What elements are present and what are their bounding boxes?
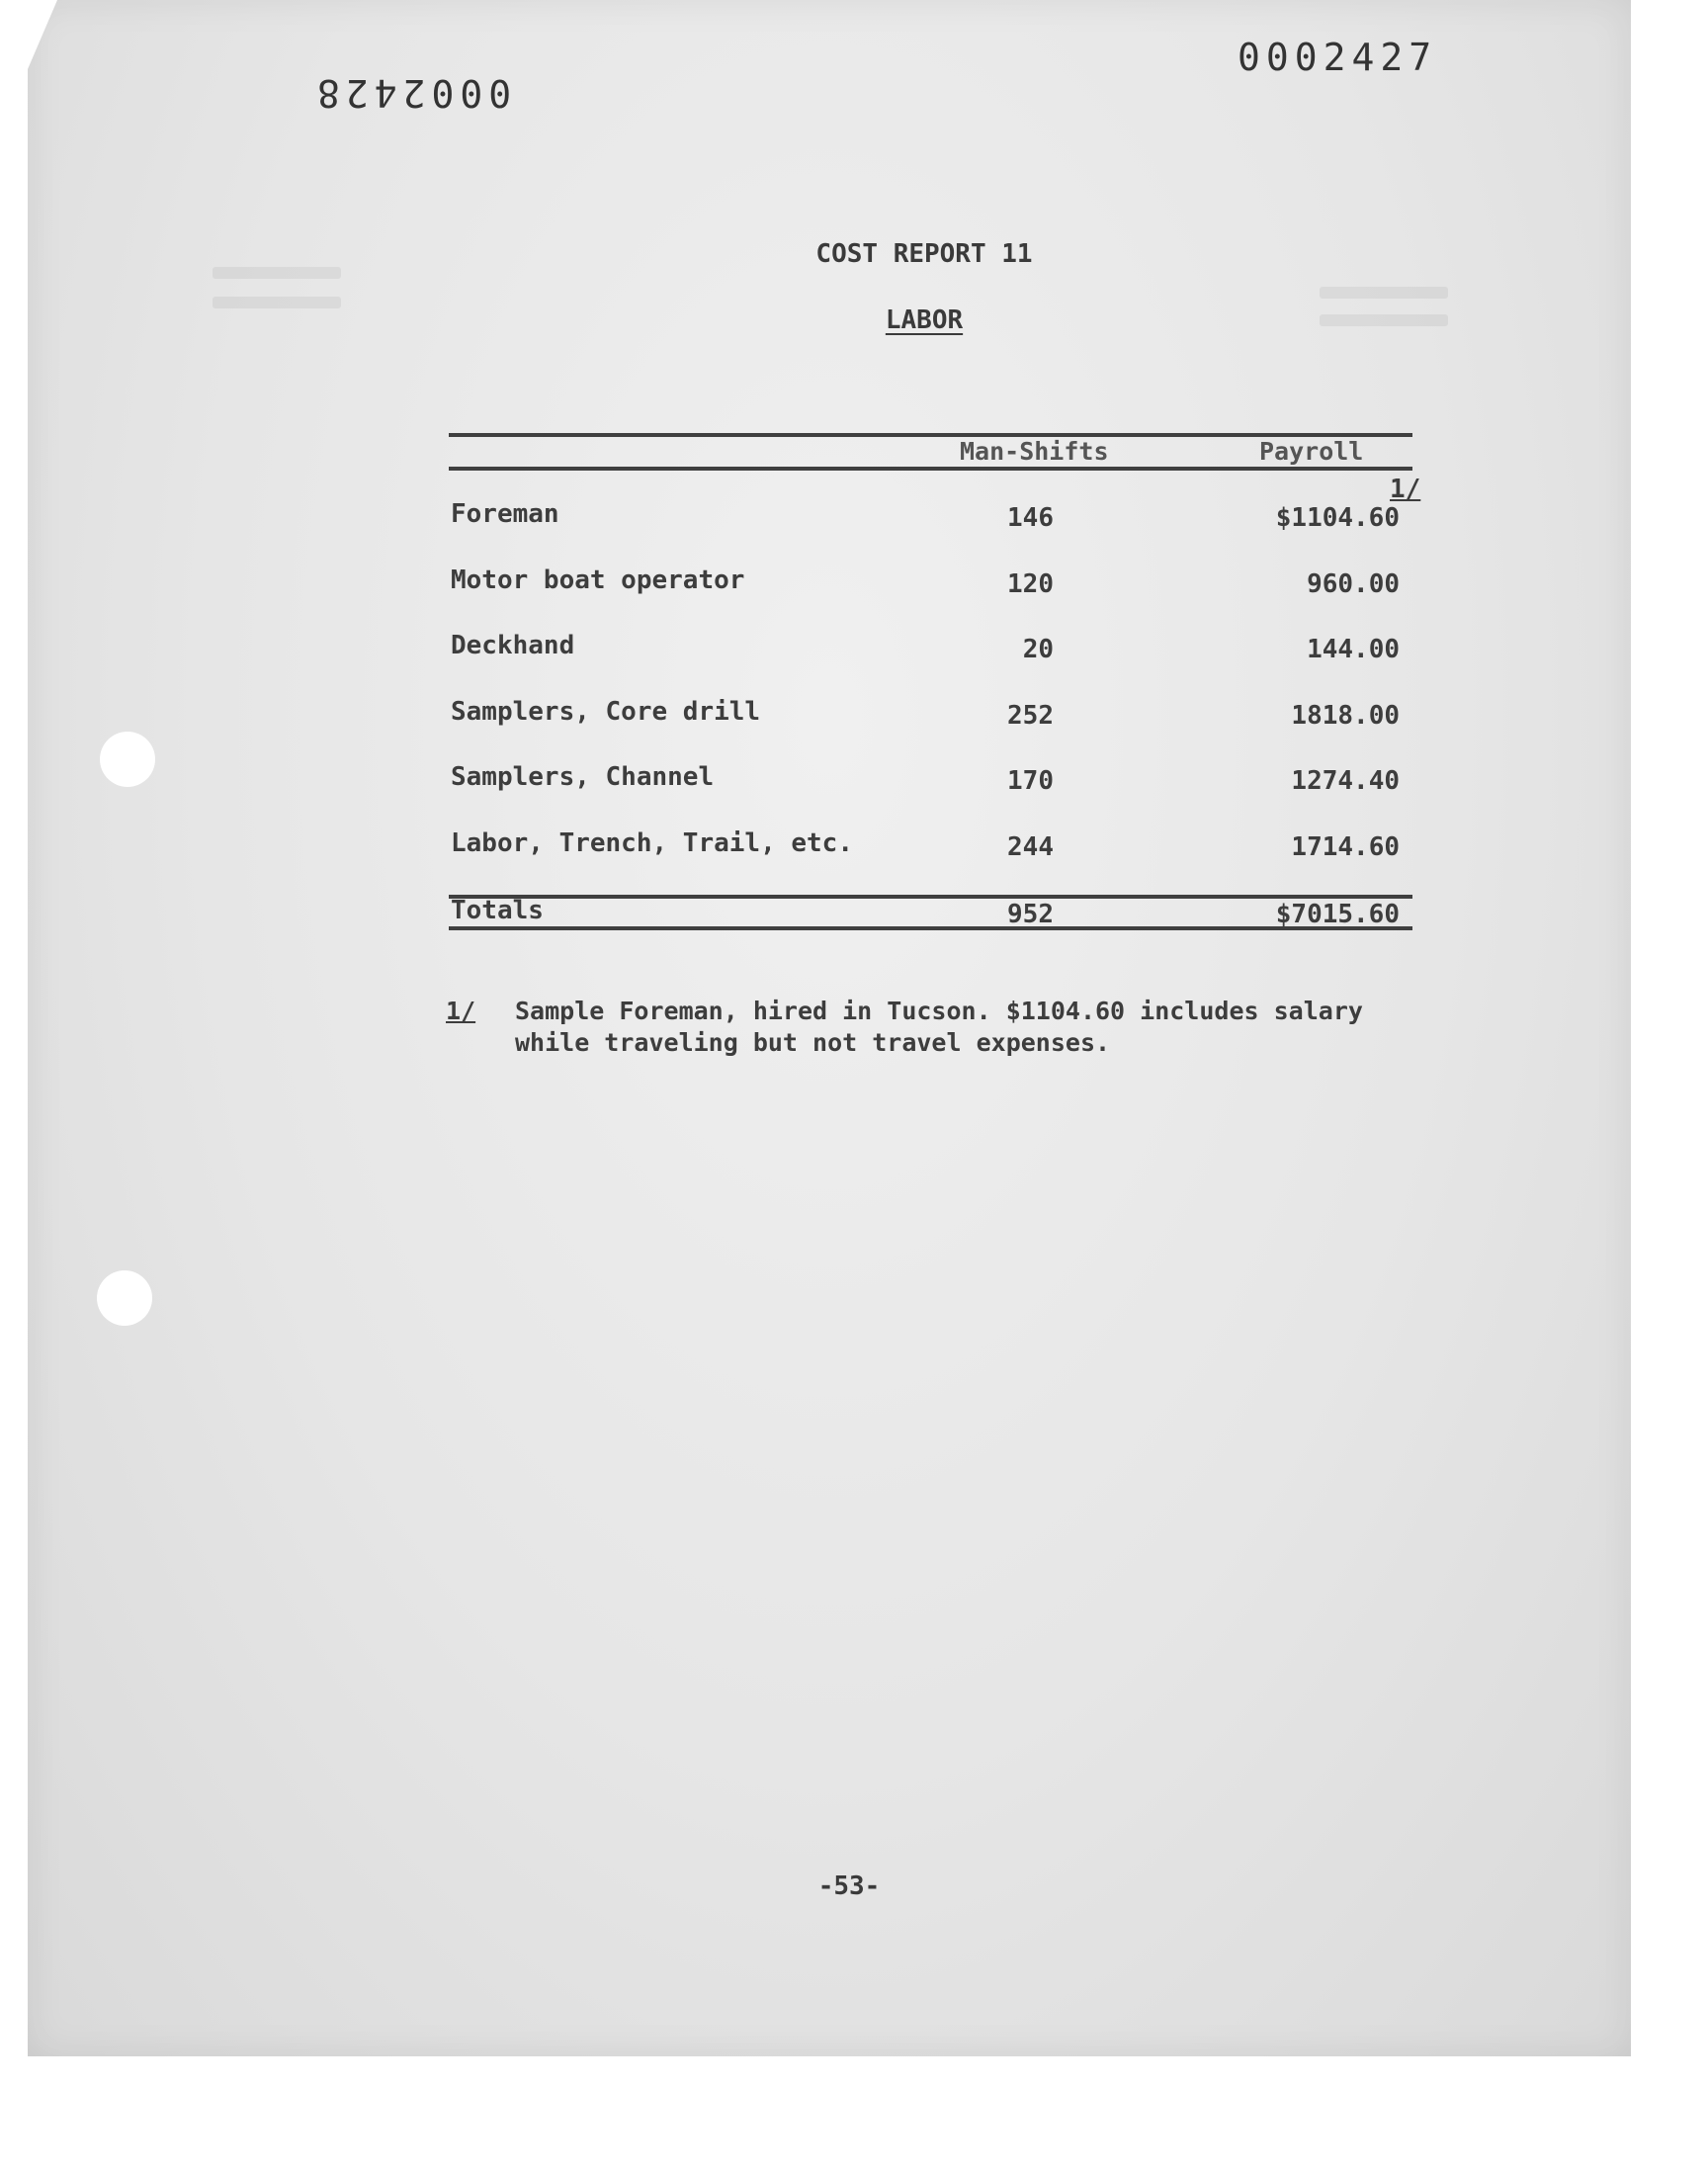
table-header-rule [449, 467, 1412, 471]
row-man-shifts: 120 [1007, 569, 1054, 599]
row-payroll: 1274.40 [1291, 766, 1400, 796]
report-subtitle: LABOR [885, 305, 964, 335]
totals-man-shifts: 952 [1007, 900, 1054, 929]
bleed-through-mark [1320, 287, 1448, 299]
punch-hole [100, 732, 155, 787]
row-label: Samplers, Core drill [451, 697, 761, 727]
page-number: -53- [817, 1871, 881, 1901]
document-number-stamp-inverted: 0002428 [311, 71, 512, 115]
row-payroll: $1104.60 [1275, 503, 1400, 533]
table-row [451, 566, 1400, 605]
row-payroll: 1818.00 [1291, 701, 1400, 731]
table-row [451, 762, 1400, 802]
column-header-payroll: Payroll [1259, 437, 1364, 466]
row-man-shifts: 170 [1007, 766, 1054, 796]
row-label: Foreman [451, 499, 559, 529]
totals-row [451, 896, 1400, 935]
totals-label: Totals [451, 896, 544, 925]
table-row [451, 828, 1400, 868]
table-row [451, 631, 1400, 670]
row-man-shifts: 252 [1007, 701, 1054, 731]
table-row [451, 697, 1400, 737]
table-row [451, 499, 1400, 539]
row-man-shifts: 146 [1007, 503, 1054, 533]
row-label: Samplers, Channel [451, 762, 715, 792]
document-number-stamp: 0002427 [1238, 36, 1438, 79]
row-label: Motor boat operator [451, 566, 745, 595]
row-label: Deckhand [451, 631, 575, 660]
paper-corner-fold [28, 0, 57, 69]
row-man-shifts: 244 [1007, 832, 1054, 862]
row-payroll: 1714.60 [1291, 832, 1400, 862]
row-payroll: 960.00 [1307, 569, 1400, 599]
punch-hole [97, 1270, 152, 1326]
row-man-shifts: 20 [1022, 635, 1054, 664]
column-header-man-shifts: Man-Shifts [960, 437, 1109, 466]
totals-payroll: $7015.60 [1275, 900, 1400, 929]
footnote-reference: 1/ [1390, 475, 1421, 504]
report-title: COST REPORT 11 [815, 239, 1033, 269]
row-label: Labor, Trench, Trail, etc. [451, 828, 853, 858]
row-payroll: 144.00 [1307, 635, 1400, 664]
footnote-marker: 1/ [446, 997, 476, 1025]
footnote-text: Sample Foreman, hired in Tucson. $1104.60 includes salary while traveling but not travel expenses. [515, 997, 1363, 1057]
